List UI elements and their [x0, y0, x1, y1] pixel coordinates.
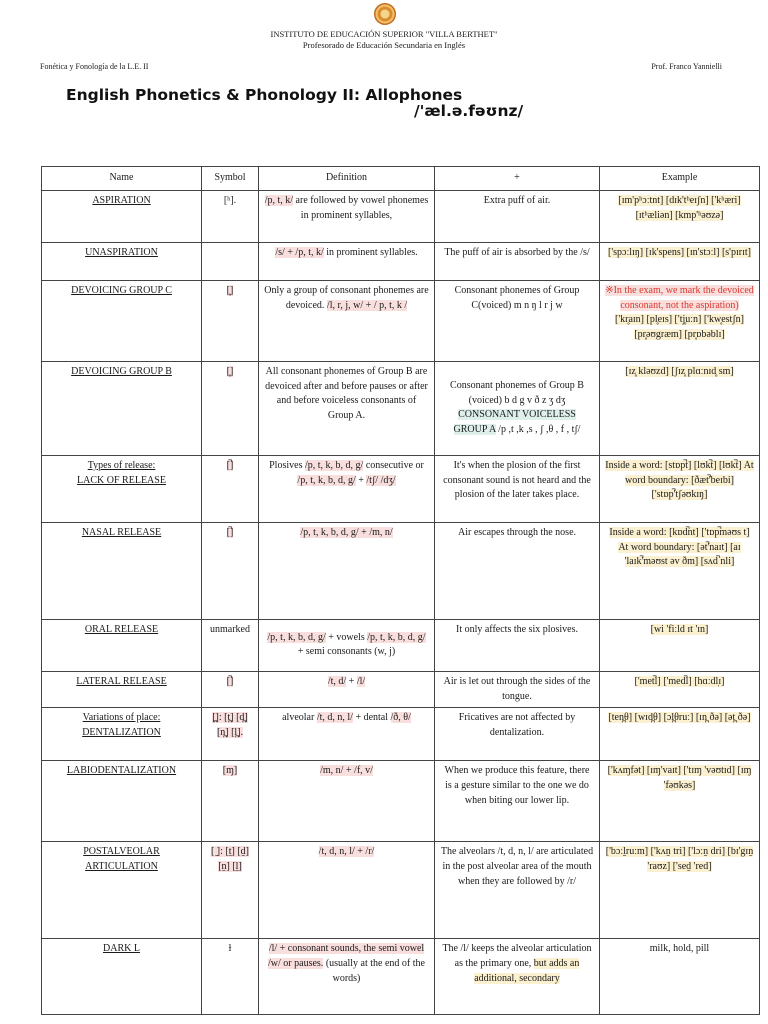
- row-example: Inside a word: [kɒd̚nt] ['tɒp̚məʊs t] At word boundary: [ət̚'naɪt] [aɪ 'laɪk̚'məʊst əv ðm] [sʌd̚ nli]: [600, 522, 760, 619]
- institute-name: INSTITUTO DE EDUCACIÓN SUPERIOR "VILLA BERTHET": [270, 29, 498, 39]
- table-row: [42, 190, 760, 242]
- row-name: LATERAL RELEASE: [42, 671, 202, 708]
- row-name: [42, 190, 202, 242]
- row-definition: /s/ + /p, t, k/ in prominent syllables.: [259, 242, 435, 280]
- row-example: ['spɔːlɪŋ] [ɪk'spens] [ɪn'stɔːl] [s'pɪrɪt]: [600, 242, 760, 280]
- row-symbol: unmarked: [202, 619, 259, 671]
- title-ipa: /'æl.ə.fəʊnz/: [414, 102, 524, 120]
- row-plus: Consonant phonemes of Group C(voiced) m n ŋ l r j w: [435, 280, 600, 361]
- row-plus: It only affects the six plosives.: [435, 619, 600, 671]
- table-row: [42, 242, 760, 280]
- row-name: UNASPIRATION: [42, 242, 202, 280]
- allophones-table: [41, 166, 760, 1015]
- row-plus: It's when the plosion of the first consonant sound is not heard and the plosion of the later takes place.: [435, 455, 600, 522]
- row-plus: The alveolars /t, d, n, l/ are articulated in the post alveolar area of the mouth when they are followed by /r/: [435, 842, 600, 939]
- row-example: [ten̪θ] [wɪd̪θ] [ɔl̪θruː] [ɪn̪ ðə] [ət̪ ðə]: [600, 708, 760, 761]
- program-name: Profesorado de Educación Secundaria en Inglés: [302, 40, 466, 50]
- row-example: [wi 'fiːld ɪt 'ɪn]: [600, 619, 760, 671]
- header-definition: Definition: [259, 167, 435, 191]
- row-example: ※In the exam, we mark the devoiced consonant, not the aspiration) ['kr̥aɪn] [pl̥eɪs] ['tj̥uːn] ['kw̥estʃn] [pr̥əʊgræm] [pr̥ɒbəblɪ]: [600, 280, 760, 361]
- row-symbol: [̚]: [202, 671, 259, 708]
- row-example: [ɪz̥ kləʊzd] [ʃɪz̥ plɑːnɪd̥ sm]: [600, 361, 760, 455]
- row-example: ['met̚l] ['med̚l] [hɑːdl̩ɪ]: [600, 671, 760, 708]
- row-name: LABIODENTALIZATION: [42, 761, 202, 842]
- row-definition: /p, t, k, b, d, g/ + vowels /p, t, k, b, d, g/ + semi consonants (w, j): [259, 619, 435, 671]
- row-plus: Consonant phonemes of Group B (voiced) b d g v ð z ʒ dʒ CONSONANT VOICELESS GROUP A /p ,t ,k ,s , ʃ ,θ , f , tʃ/: [435, 361, 600, 455]
- row-plus: Extra puff of air.: [435, 190, 600, 242]
- professor-name: Prof. Franco Yannielli: [651, 62, 722, 71]
- aspiration-name: ASPIRATION: [92, 194, 151, 206]
- row-symbol: ɫ: [202, 939, 259, 1015]
- document-title: English Phonetics & Phonology II: Allophones: [66, 86, 463, 104]
- row-plus: When we produce this feature, there is a gesture similar to the one we do when biting our lower lip.: [435, 761, 600, 842]
- row-plus: The puff of air is absorbed by the /s/: [435, 242, 600, 280]
- header-symbol: Symbol: [202, 167, 259, 191]
- row-plus: Fricatives are not affected by dentalization.: [435, 708, 600, 761]
- table-row: [42, 708, 760, 761]
- row-definition: /m, n/ + /f, v/: [259, 761, 435, 842]
- row-name: POSTALVEOLAR ARTICULATION: [42, 842, 202, 939]
- row-name: DARK L: [42, 939, 202, 1015]
- row-example: ['bɔːl̠ruːm] ['kʌn̠ tri] ['lɔːn̠ dri] [bɪ'gɪn̠ 'raʊz] ['sed̠ 'red]: [600, 842, 760, 939]
- institute-logo: [374, 3, 396, 25]
- row-example: Inside a word: [stɒp̚t] [lʊk̚t] [lʊk̚t] At word boundary: [ðæt̚'beɪbi] ['stɒp̚'tʃəʊkɪŋ]: [600, 455, 760, 522]
- row-plus: The /l/ keeps the alveolar articulation as the primary one, but adds an additional, secondary: [435, 939, 600, 1015]
- row-symbol: [̚]: [202, 522, 259, 619]
- table-row: [42, 761, 760, 842]
- row-plus: Air is let out through the sides of the tongue.: [435, 671, 600, 708]
- row-definition: /t, d, n, l/ + /r/: [259, 842, 435, 939]
- row-example: [ɪm'pʰɔːtnt] [dɪk'tʰeɪʃn] ['kʰæri] [ɪtʰæliən] [kmp'ʰəʊzə]: [600, 190, 760, 242]
- header-name: Name: [42, 167, 202, 191]
- table-row: [42, 842, 760, 939]
- table-row: [42, 619, 760, 671]
- table-row: [42, 671, 760, 708]
- table-row: [42, 939, 760, 1015]
- table-header-row: [42, 167, 760, 191]
- row-symbol: [̥]: [202, 361, 259, 455]
- row-name: NASAL RELEASE: [42, 522, 202, 619]
- row-name: DEVOICING GROUP B: [42, 361, 202, 455]
- table-row: [42, 361, 760, 455]
- row-example: milk, hold, pill: [600, 939, 760, 1015]
- row-name: ORAL RELEASE: [42, 619, 202, 671]
- header-plus: +: [435, 167, 600, 191]
- row-name: Variations of place: DENTALIZATION: [42, 708, 202, 761]
- row-definition: /p, t, k, b, d, g/ + /m, n/: [259, 522, 435, 619]
- row-definition: Plosives /p, t, k, b, d, g/ consecutive or /p, t, k, b, d, g/ + /tʃ/ /dʒ/: [259, 455, 435, 522]
- row-definition: alveolar /t, d, n, l/ + dental /ð, θ/: [259, 708, 435, 761]
- row-name: DEVOICING GROUP C: [42, 280, 202, 361]
- row-definition: All consonant phonemes of Group B are devoiced after and before pauses or after and before voiceless consonants of Group A.: [259, 361, 435, 455]
- row-example: ['kʌɱfət] [ɪɱ'vaɪt] ['tɪɱ 'vəʊtɪd] [ɪɱ 'fəʊkəs]: [600, 761, 760, 842]
- row-symbol: [̪]: [t̪] [d̪] [n̪] [l̪].: [202, 708, 259, 761]
- row-name: Types of release: LACK OF RELEASE: [42, 455, 202, 522]
- header-example: Example: [600, 167, 760, 191]
- exam-note: ※In the exam, we mark the devoiced consonant, not the aspiration): [605, 284, 754, 311]
- row-definition: /t, d/ + /l/: [259, 671, 435, 708]
- row-symbol: [ ̠]: [t̠] [d̠] [n̠] [l̠]: [202, 842, 259, 939]
- row-definition: Only a group of consonant phonemes are devoiced. /l, r, j, w/ + / p, t, k /: [259, 280, 435, 361]
- row-definition: /p, t, k/ are followed by vowel phonemes in prominent syllables,: [259, 190, 435, 242]
- row-symbol: [202, 242, 259, 280]
- row-symbol: [̥]: [202, 280, 259, 361]
- row-symbol: [̚]: [202, 455, 259, 522]
- row-definition: /l/ + consonant sounds, the semi vowel /w/ or pauses. (usually at the end of the words): [259, 939, 435, 1015]
- course-name: Fonética y Fonología de la L.E. II: [40, 62, 149, 71]
- table-row: [42, 455, 760, 522]
- row-symbol: [ʰ].: [202, 190, 259, 242]
- table-row: [42, 522, 760, 619]
- table-row: [42, 280, 760, 361]
- row-symbol: [ɱ]: [202, 761, 259, 842]
- row-plus: Air escapes through the nose.: [435, 522, 600, 619]
